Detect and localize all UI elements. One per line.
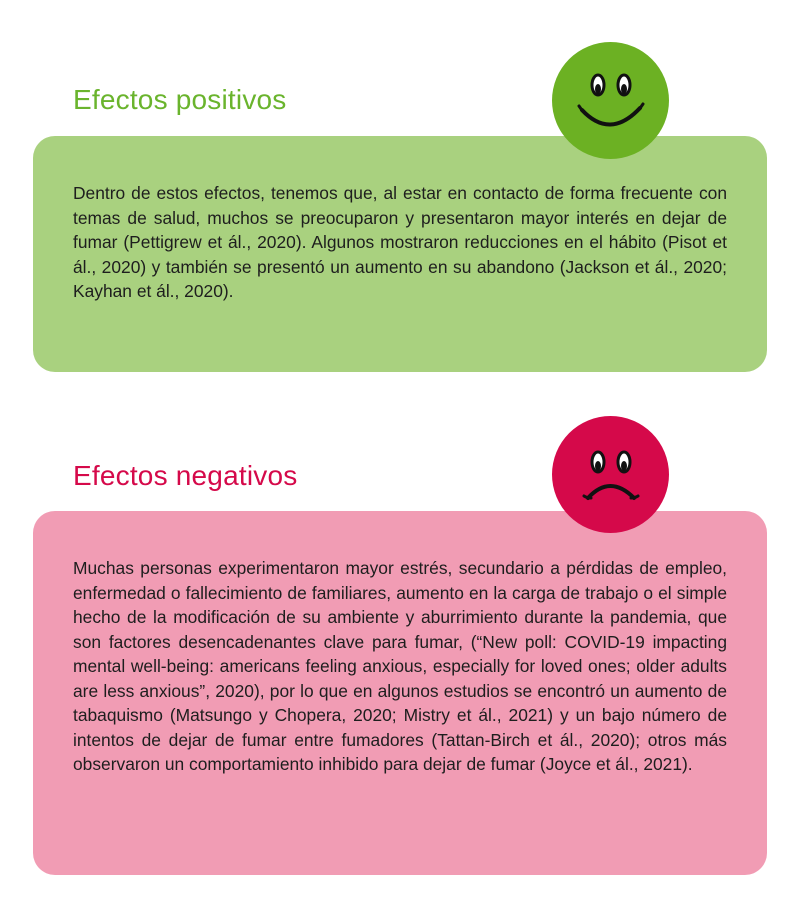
positive-effects-title: Efectos positivos: [73, 84, 287, 115]
positive-effects-card: [33, 136, 767, 372]
sad-face-icon: [552, 416, 669, 533]
happy-face-icon: [552, 42, 669, 159]
negative-effects-card: [33, 511, 767, 875]
positive-effects-text: Dentro de estos efectos, tenemos que, al estar en contacto de forma frecuente con temas de salud, muchos se preocuparon y presentaron mayor interés en dejar de fumar (Pettigrew et ál., 2020). Algunos mostraron reducciones en el hábito (Pisot et ál., 2020) y también se presentó un aumento en su abandono (Jackson et ál., 2020; Kayhan et ál., 2020).: [73, 183, 727, 301]
negative-effects-text: Muchas personas experimentaron mayor estrés, secundario a pérdidas de empleo, enfermedad o fallecimiento de familiares, aumento en la carga de trabajo o el simple hecho de la modificación de su ambiente y aburrimiento durante la pandemia, que son factores desencadenantes clave para fumar, (“New poll: COVID-19 impacting mental well-being: americans feeling anxious, especially for loved ones; older adults are less anxious”, 2020), por lo que en algunos estudios se encontró un aumento de tabaquismo (Matsungo y Chopera, 2020; Mistry et ál., 2021) y un bajo número de intentos de dejar de fumar entre fumadores (Tattan-Birch et ál., 2020); otros más observaron un comportamiento inhibido para dejar de fumar (Joyce et ál., 2021).: [73, 558, 727, 774]
negative-effects-title: Efectos negativos: [73, 460, 298, 491]
